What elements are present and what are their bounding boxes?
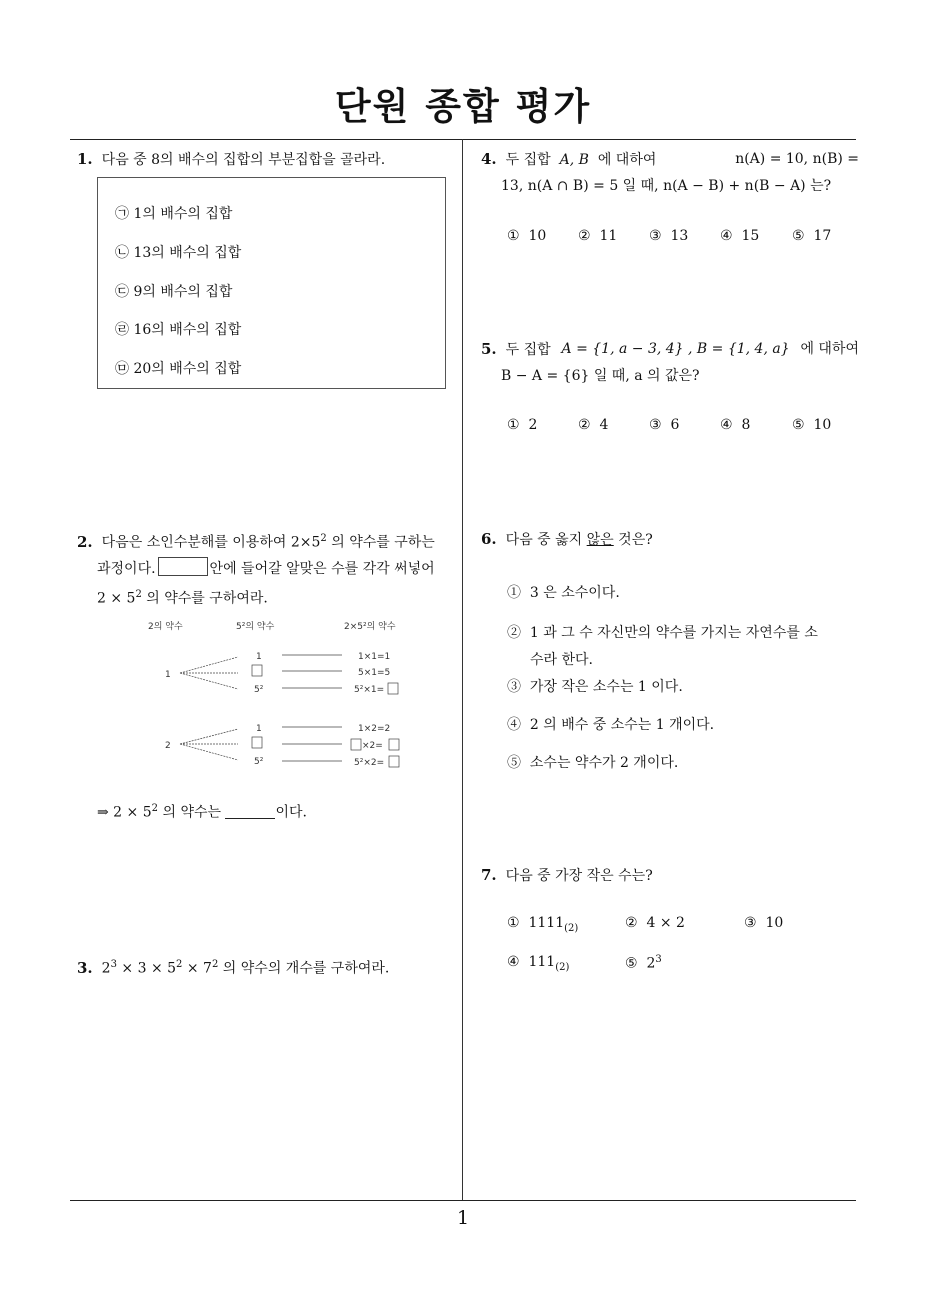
top-rule [70,139,856,140]
question-number: 4. [481,150,497,168]
product-label: ×2= [362,741,383,751]
choice-item: ① 10 [507,228,547,244]
question-3: 3. $2^3 \times 3 \times 5^2 \times 7^2$ 의 약수의 개수를 구하여라. [77,958,390,977]
choice-item: ⑤ 소수는 약수가 2 개이다. [507,755,679,771]
product-label: 1×1=1 [358,652,391,662]
factor-node: 1 [165,670,171,680]
choice-item: ② 1 과 그 수 자신만의 약수를 가지는 자연수를 소 수라 한다. [507,625,818,668]
blank-box [389,756,399,767]
header-divisors-5sq: 5²의 약수 [236,622,275,632]
choice-item: ⑤ $2^3$ [625,954,662,972]
choice-item: ④ $111_{(2)}$ [507,954,570,973]
choice-item: ② 11 [578,228,618,244]
header-divisors-2: 2의 약수 [148,622,183,632]
choice-item: ③ 6 [649,417,680,433]
factor-node: 5² [254,757,264,767]
product-label: 5×1=5 [358,668,391,678]
choice-item: ③ 가장 작은 소수는 1 이다. [507,679,683,695]
page-title: 단원 종합 평가 [334,85,592,128]
choice-item: ㉤ 20의 배수의 집합 [115,361,242,377]
blank-box [351,739,361,750]
choice-item: ② 4 [578,417,609,433]
choice-item: ③ 10 [744,915,784,931]
divisor-tree-diagram [140,615,430,775]
answer-blank-line [225,804,275,819]
choice-item: ① 3 은 소수이다. [507,585,620,601]
product-label: 5²×1= [354,685,385,695]
choice-item: ㉣ 16의 배수의 집합 [115,322,242,338]
blank-box [389,739,399,750]
factor-node: 2 [165,741,171,751]
page-number: 1 [456,1207,470,1229]
choice-item: ④ 2 의 배수 중 소수는 1 개이다. [507,717,715,733]
question-number: 2. [77,532,93,551]
choice-item: ㉠ 1의 배수의 집합 [115,206,233,222]
bottom-rule [70,1200,856,1201]
question-number: 3. [77,958,93,977]
question-number: 1. [77,150,93,168]
choice-item: ⑤ 17 [792,228,832,244]
choice-item: ② 4 × 2 [625,915,685,931]
question-number: 5. [481,340,497,358]
header-divisors-product: 2×5²의 약수 [344,622,396,632]
question-4: 4. 두 집합 A, B 에 대하여 n(A) = 10, n(B) = 13, n(A ∩ B) = 5 일 때, n(A − B) + n(B − A) 는? [481,150,859,194]
blank-box [388,683,398,694]
question-6: 6. 다음 중 옳지 않은 것은? [481,530,653,548]
factor-node: 5² [254,685,264,695]
question-text: 다음 중 8의 배수의 집합의 부분집합을 골라라. [101,152,386,168]
blank-box [252,665,262,676]
question-number: 6. [481,530,497,548]
question-7: 7. 다음 중 가장 작은 수는? [481,866,653,884]
blank-box [252,737,262,748]
factor-node: 1 [256,652,262,662]
column-divider [462,139,463,1201]
choice-item: ③ 13 [649,228,689,244]
choice-item: ① 2 [507,417,538,433]
question-2-conclusion: ⇒ $2 \times 5^2$ 의 약수는 이다. [97,803,307,821]
question-1 [77,146,385,173]
choice-item: ① $1111_{(2)}$ [507,915,579,934]
choice-item: ④ 8 [720,417,751,433]
choice-item: ㉡ 13의 배수의 집합 [115,245,242,261]
answer-blank-box [158,557,208,576]
question-2: 2. 다음은 소인수분해를 이용하여 $2\times 5^2$ 의 약수를 구하는 과정이다. 안에 들어갈 알맞은 수를 각각 써넣어 $2 \times 5^2$ 의 약수를 구하여라. [77,532,435,607]
question-5: 5. 두 집합 A = {1, a − 3, 4} , B = {1, 4, a} 에 대하여 B − A = {6} 일 때, a 의 값은? [481,340,859,384]
factor-node: 1 [256,724,262,734]
question-number: 7. [481,866,497,884]
choice-item: ㉢ 9의 배수의 집합 [115,284,233,300]
product-label: 1×2=2 [358,724,391,734]
choice-item: ④ 15 [720,228,760,244]
choice-item: ⑤ 10 [792,417,832,433]
product-label: 5²×2= [354,758,385,768]
